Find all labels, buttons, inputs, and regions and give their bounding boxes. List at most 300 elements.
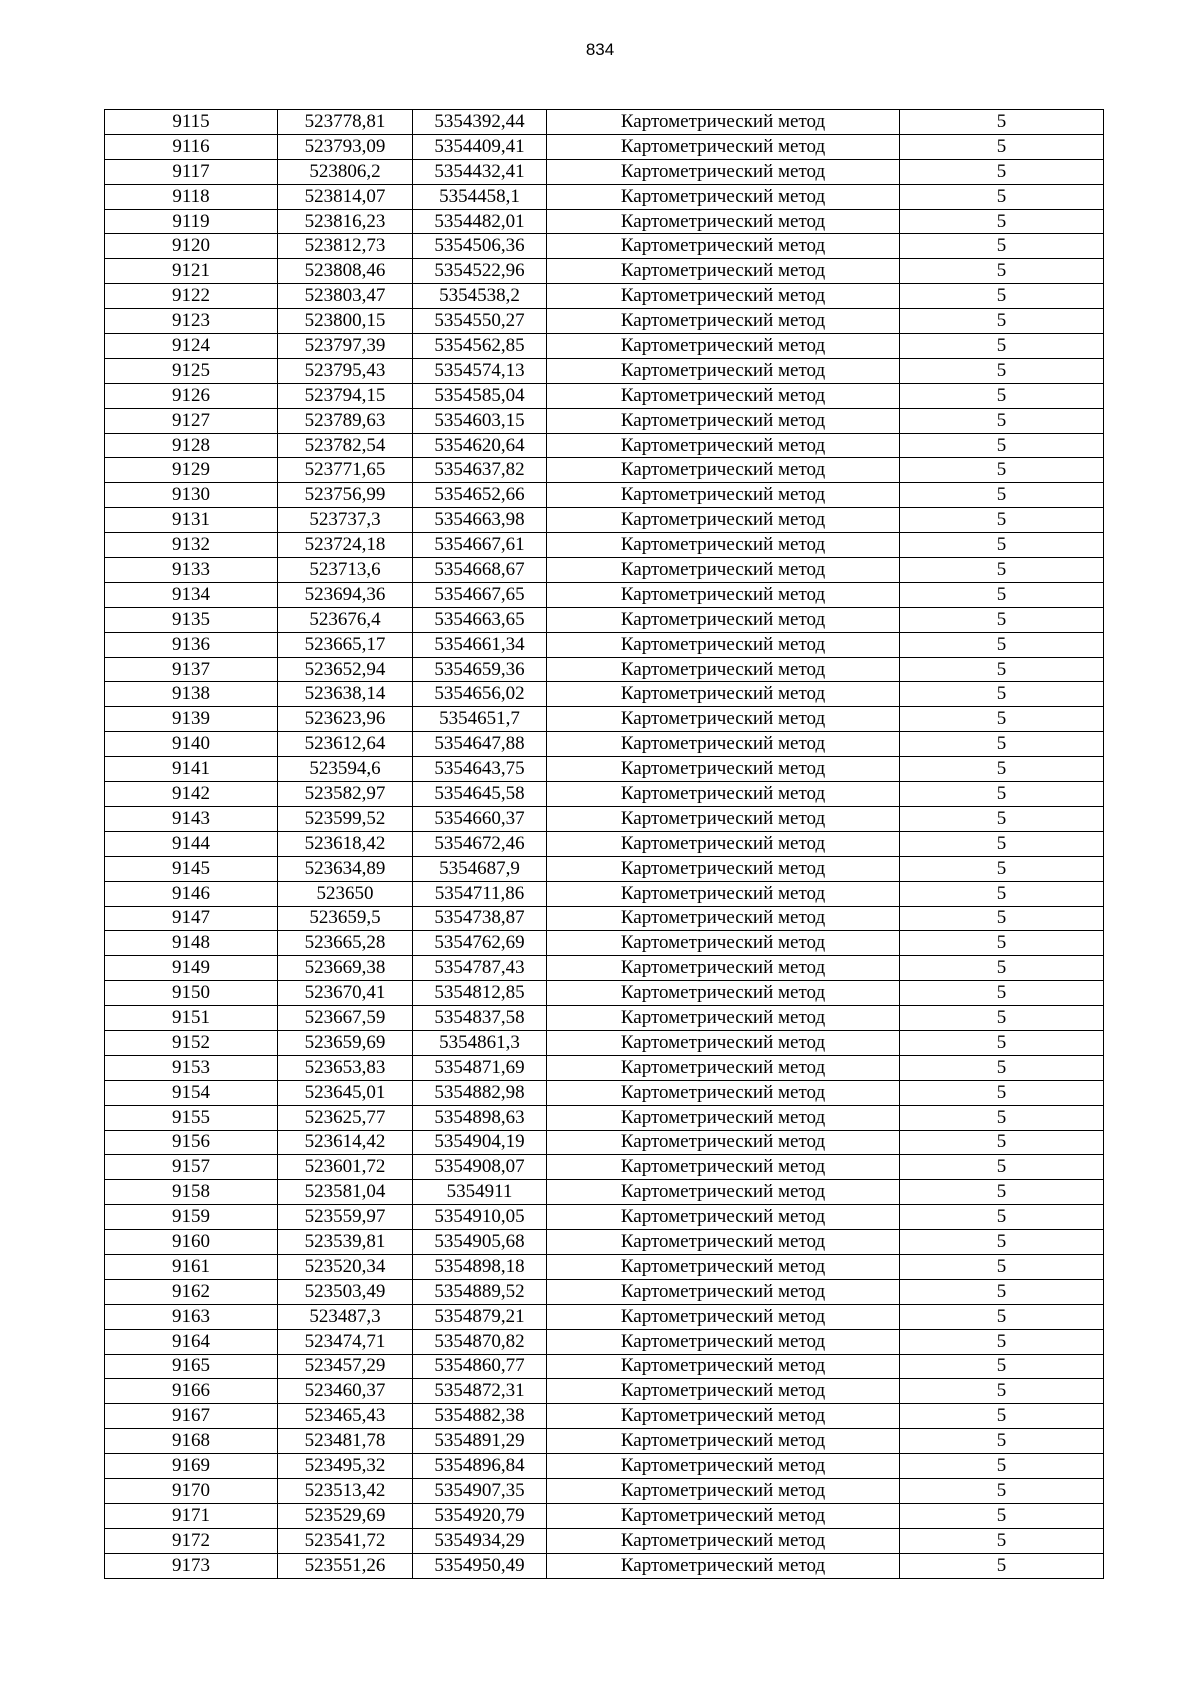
method-cell: Картометрический метод [547, 1553, 900, 1578]
x-coordinate-cell: 523594,6 [278, 757, 413, 782]
accuracy-cell: 5 [900, 582, 1104, 607]
method-cell: Картометрический метод [547, 682, 900, 707]
y-coordinate-cell: 5354950,49 [413, 1553, 547, 1578]
x-coordinate-cell: 523520,34 [278, 1254, 413, 1279]
x-coordinate-cell: 523599,52 [278, 806, 413, 831]
point-number-cell: 9169 [105, 1454, 278, 1479]
x-coordinate-cell: 523669,38 [278, 956, 413, 981]
method-cell: Картометрический метод [547, 1354, 900, 1379]
point-number-cell: 9170 [105, 1478, 278, 1503]
accuracy-cell: 5 [900, 508, 1104, 533]
y-coordinate-cell: 5354637,82 [413, 458, 547, 483]
point-number-cell: 9152 [105, 1030, 278, 1055]
point-number-cell: 9151 [105, 1006, 278, 1031]
y-coordinate-cell: 5354861,3 [413, 1030, 547, 1055]
table-row [105, 1354, 1104, 1379]
table-row [105, 234, 1104, 259]
y-coordinate-cell: 5354882,98 [413, 1080, 547, 1105]
y-coordinate-cell: 5354668,67 [413, 558, 547, 583]
point-number-cell: 9164 [105, 1329, 278, 1354]
table-row [105, 1006, 1104, 1031]
y-coordinate-cell: 5354871,69 [413, 1055, 547, 1080]
accuracy-cell: 5 [900, 1105, 1104, 1130]
point-number-cell: 9121 [105, 259, 278, 284]
table-row [105, 1030, 1104, 1055]
accuracy-cell: 5 [900, 558, 1104, 583]
x-coordinate-cell: 523789,63 [278, 408, 413, 433]
accuracy-cell: 5 [900, 707, 1104, 732]
table-row [105, 856, 1104, 881]
method-cell: Картометрический метод [547, 657, 900, 682]
point-number-cell: 9144 [105, 831, 278, 856]
method-cell: Картометрический метод [547, 707, 900, 732]
method-cell: Картометрический метод [547, 1528, 900, 1553]
method-cell: Картометрический метод [547, 931, 900, 956]
point-number-cell: 9130 [105, 483, 278, 508]
point-number-cell: 9165 [105, 1354, 278, 1379]
point-number-cell: 9146 [105, 881, 278, 906]
table-row [105, 433, 1104, 458]
accuracy-cell: 5 [900, 806, 1104, 831]
method-cell: Картометрический метод [547, 806, 900, 831]
x-coordinate-cell: 523793,09 [278, 134, 413, 159]
table-row [105, 1105, 1104, 1130]
table-row [105, 1279, 1104, 1304]
accuracy-cell: 5 [900, 1304, 1104, 1329]
table-row [105, 533, 1104, 558]
point-number-cell: 9168 [105, 1429, 278, 1454]
method-cell: Картометрический метод [547, 408, 900, 433]
point-number-cell: 9156 [105, 1130, 278, 1155]
x-coordinate-cell: 523803,47 [278, 284, 413, 309]
x-coordinate-cell: 523659,69 [278, 1030, 413, 1055]
method-cell: Картометрический метод [547, 607, 900, 632]
table-row [105, 956, 1104, 981]
accuracy-cell: 5 [900, 358, 1104, 383]
y-coordinate-cell: 5354661,34 [413, 632, 547, 657]
y-coordinate-cell: 5354652,66 [413, 483, 547, 508]
point-number-cell: 9149 [105, 956, 278, 981]
table-row [105, 1454, 1104, 1479]
accuracy-cell: 5 [900, 881, 1104, 906]
accuracy-cell: 5 [900, 1553, 1104, 1578]
method-cell: Картометрический метод [547, 632, 900, 657]
method-cell: Картометрический метод [547, 1478, 900, 1503]
point-number-cell: 9120 [105, 234, 278, 259]
point-number-cell: 9123 [105, 309, 278, 334]
x-coordinate-cell: 523529,69 [278, 1503, 413, 1528]
page-number: 834 [585, 40, 615, 59]
table-row [105, 607, 1104, 632]
accuracy-cell: 5 [900, 483, 1104, 508]
x-coordinate-cell: 523814,07 [278, 184, 413, 209]
point-number-cell: 9143 [105, 806, 278, 831]
method-cell: Картометрический метод [547, 1180, 900, 1205]
x-coordinate-cell: 523667,59 [278, 1006, 413, 1031]
y-coordinate-cell: 5354891,29 [413, 1429, 547, 1454]
method-cell: Картометрический метод [547, 1329, 900, 1354]
accuracy-cell: 5 [900, 906, 1104, 931]
accuracy-cell: 5 [900, 408, 1104, 433]
table-row [105, 1155, 1104, 1180]
accuracy-cell: 5 [900, 1354, 1104, 1379]
x-coordinate-cell: 523806,2 [278, 159, 413, 184]
point-number-cell: 9159 [105, 1205, 278, 1230]
method-cell: Картометрический метод [547, 757, 900, 782]
method-cell: Картометрический метод [547, 334, 900, 359]
method-cell: Картометрический метод [547, 309, 900, 334]
table-row [105, 1404, 1104, 1429]
method-cell: Картометрический метод [547, 1304, 900, 1329]
method-cell: Картометрический метод [547, 881, 900, 906]
y-coordinate-cell: 5354663,98 [413, 508, 547, 533]
table-row [105, 159, 1104, 184]
x-coordinate-cell: 523816,23 [278, 209, 413, 234]
method-cell: Картометрический метод [547, 483, 900, 508]
accuracy-cell: 5 [900, 1080, 1104, 1105]
table-row [105, 1080, 1104, 1105]
y-coordinate-cell: 5354711,86 [413, 881, 547, 906]
y-coordinate-cell: 5354651,7 [413, 707, 547, 732]
method-cell: Картометрический метод [547, 383, 900, 408]
point-number-cell: 9162 [105, 1279, 278, 1304]
table-row [105, 134, 1104, 159]
method-cell: Картометрический метод [547, 1130, 900, 1155]
accuracy-cell: 5 [900, 1230, 1104, 1255]
point-number-cell: 9154 [105, 1080, 278, 1105]
table-row [105, 259, 1104, 284]
table-row [105, 1553, 1104, 1578]
y-coordinate-cell: 5354392,44 [413, 110, 547, 135]
x-coordinate-cell: 523782,54 [278, 433, 413, 458]
method-cell: Картометрический метод [547, 1379, 900, 1404]
y-coordinate-cell: 5354409,41 [413, 134, 547, 159]
y-coordinate-cell: 5354538,2 [413, 284, 547, 309]
x-coordinate-cell: 523551,26 [278, 1553, 413, 1578]
method-cell: Картометрический метод [547, 1006, 900, 1031]
y-coordinate-cell: 5354920,79 [413, 1503, 547, 1528]
x-coordinate-cell: 523474,71 [278, 1329, 413, 1354]
method-cell: Картометрический метод [547, 358, 900, 383]
y-coordinate-cell: 5354905,68 [413, 1230, 547, 1255]
point-number-cell: 9137 [105, 657, 278, 682]
y-coordinate-cell: 5354432,41 [413, 159, 547, 184]
y-coordinate-cell: 5354762,69 [413, 931, 547, 956]
x-coordinate-cell: 523503,49 [278, 1279, 413, 1304]
accuracy-cell: 5 [900, 1030, 1104, 1055]
table-row [105, 383, 1104, 408]
table-row [105, 657, 1104, 682]
method-cell: Картометрический метод [547, 433, 900, 458]
method-cell: Картометрический метод [547, 234, 900, 259]
y-coordinate-cell: 5354870,82 [413, 1329, 547, 1354]
table-row [105, 582, 1104, 607]
method-cell: Картометрический метод [547, 981, 900, 1006]
point-number-cell: 9150 [105, 981, 278, 1006]
accuracy-cell: 5 [900, 682, 1104, 707]
point-number-cell: 9140 [105, 732, 278, 757]
method-cell: Картометрический метод [547, 1454, 900, 1479]
point-number-cell: 9124 [105, 334, 278, 359]
y-coordinate-cell: 5354643,75 [413, 757, 547, 782]
x-coordinate-cell: 523487,3 [278, 1304, 413, 1329]
accuracy-cell: 5 [900, 259, 1104, 284]
x-coordinate-cell: 523457,29 [278, 1354, 413, 1379]
method-cell: Картометрический метод [547, 1279, 900, 1304]
table-row [105, 1304, 1104, 1329]
y-coordinate-cell: 5354667,65 [413, 582, 547, 607]
method-cell: Картометрический метод [547, 284, 900, 309]
x-coordinate-cell: 523659,5 [278, 906, 413, 931]
table-row [105, 110, 1104, 135]
table-row [105, 831, 1104, 856]
point-number-cell: 9117 [105, 159, 278, 184]
accuracy-cell: 5 [900, 1503, 1104, 1528]
table-row [105, 906, 1104, 931]
method-cell: Картометрический метод [547, 1254, 900, 1279]
y-coordinate-cell: 5354506,36 [413, 234, 547, 259]
point-number-cell: 9158 [105, 1180, 278, 1205]
accuracy-cell: 5 [900, 1528, 1104, 1553]
table-row [105, 408, 1104, 433]
x-coordinate-cell: 523808,46 [278, 259, 413, 284]
point-number-cell: 9155 [105, 1105, 278, 1130]
table-row [105, 632, 1104, 657]
point-number-cell: 9167 [105, 1404, 278, 1429]
point-number-cell: 9135 [105, 607, 278, 632]
table-row [105, 309, 1104, 334]
x-coordinate-cell: 523756,99 [278, 483, 413, 508]
x-coordinate-cell: 523665,28 [278, 931, 413, 956]
table-row [105, 1130, 1104, 1155]
x-coordinate-cell: 523676,4 [278, 607, 413, 632]
method-cell: Картометрический метод [547, 1080, 900, 1105]
x-coordinate-cell: 523614,42 [278, 1130, 413, 1155]
method-cell: Картометрический метод [547, 1055, 900, 1080]
point-number-cell: 9127 [105, 408, 278, 433]
x-coordinate-cell: 523797,39 [278, 334, 413, 359]
x-coordinate-cell: 523778,81 [278, 110, 413, 135]
accuracy-cell: 5 [900, 234, 1104, 259]
x-coordinate-cell: 523645,01 [278, 1080, 413, 1105]
method-cell: Картометрический метод [547, 1105, 900, 1130]
table-row [105, 1429, 1104, 1454]
y-coordinate-cell: 5354562,85 [413, 334, 547, 359]
x-coordinate-cell: 523653,83 [278, 1055, 413, 1080]
method-cell: Картометрический метод [547, 533, 900, 558]
point-number-cell: 9148 [105, 931, 278, 956]
table-row [105, 757, 1104, 782]
point-number-cell: 9147 [105, 906, 278, 931]
accuracy-cell: 5 [900, 956, 1104, 981]
x-coordinate-cell: 523670,41 [278, 981, 413, 1006]
x-coordinate-cell: 523539,81 [278, 1230, 413, 1255]
y-coordinate-cell: 5354879,21 [413, 1304, 547, 1329]
accuracy-cell: 5 [900, 1329, 1104, 1354]
table-row [105, 1329, 1104, 1354]
x-coordinate-cell: 523465,43 [278, 1404, 413, 1429]
x-coordinate-cell: 523513,42 [278, 1478, 413, 1503]
x-coordinate-cell: 523713,6 [278, 558, 413, 583]
method-cell: Картометрический метод [547, 1030, 900, 1055]
accuracy-cell: 5 [900, 831, 1104, 856]
accuracy-cell: 5 [900, 782, 1104, 807]
y-coordinate-cell: 5354904,19 [413, 1130, 547, 1155]
point-number-cell: 9141 [105, 757, 278, 782]
table-row [105, 1503, 1104, 1528]
y-coordinate-cell: 5354872,31 [413, 1379, 547, 1404]
table-row [105, 1379, 1104, 1404]
accuracy-cell: 5 [900, 110, 1104, 135]
x-coordinate-cell: 523771,65 [278, 458, 413, 483]
y-coordinate-cell: 5354910,05 [413, 1205, 547, 1230]
point-number-cell: 9136 [105, 632, 278, 657]
accuracy-cell: 5 [900, 1404, 1104, 1429]
point-number-cell: 9173 [105, 1553, 278, 1578]
method-cell: Картометрический метод [547, 831, 900, 856]
accuracy-cell: 5 [900, 533, 1104, 558]
point-number-cell: 9116 [105, 134, 278, 159]
y-coordinate-cell: 5354882,38 [413, 1404, 547, 1429]
x-coordinate-cell: 523581,04 [278, 1180, 413, 1205]
accuracy-cell: 5 [900, 1155, 1104, 1180]
accuracy-cell: 5 [900, 1180, 1104, 1205]
accuracy-cell: 5 [900, 981, 1104, 1006]
point-number-cell: 9171 [105, 1503, 278, 1528]
method-cell: Картометрический метод [547, 458, 900, 483]
accuracy-cell: 5 [900, 209, 1104, 234]
point-number-cell: 9115 [105, 110, 278, 135]
coordinates-table-body [105, 110, 1104, 1579]
method-cell: Картометрический метод [547, 1230, 900, 1255]
table-row [105, 1205, 1104, 1230]
y-coordinate-cell: 5354908,07 [413, 1155, 547, 1180]
y-coordinate-cell: 5354585,04 [413, 383, 547, 408]
point-number-cell: 9153 [105, 1055, 278, 1080]
point-number-cell: 9118 [105, 184, 278, 209]
point-number-cell: 9160 [105, 1230, 278, 1255]
accuracy-cell: 5 [900, 1254, 1104, 1279]
table-row [105, 881, 1104, 906]
method-cell: Картометрический метод [547, 159, 900, 184]
point-number-cell: 9163 [105, 1304, 278, 1329]
x-coordinate-cell: 523618,42 [278, 831, 413, 856]
method-cell: Картометрический метод [547, 906, 900, 931]
y-coordinate-cell: 5354934,29 [413, 1528, 547, 1553]
y-coordinate-cell: 5354603,15 [413, 408, 547, 433]
table-row [105, 682, 1104, 707]
accuracy-cell: 5 [900, 1478, 1104, 1503]
point-number-cell: 9142 [105, 782, 278, 807]
x-coordinate-cell: 523625,77 [278, 1105, 413, 1130]
table-row [105, 1180, 1104, 1205]
point-number-cell: 9125 [105, 358, 278, 383]
method-cell: Картометрический метод [547, 582, 900, 607]
method-cell: Картометрический метод [547, 1155, 900, 1180]
point-number-cell: 9161 [105, 1254, 278, 1279]
table-row [105, 558, 1104, 583]
table-row [105, 806, 1104, 831]
x-coordinate-cell: 523737,3 [278, 508, 413, 533]
accuracy-cell: 5 [900, 1205, 1104, 1230]
point-number-cell: 9139 [105, 707, 278, 732]
accuracy-cell: 5 [900, 334, 1104, 359]
accuracy-cell: 5 [900, 657, 1104, 682]
y-coordinate-cell: 5354896,84 [413, 1454, 547, 1479]
method-cell: Картометрический метод [547, 508, 900, 533]
x-coordinate-cell: 523650 [278, 881, 413, 906]
point-number-cell: 9134 [105, 582, 278, 607]
y-coordinate-cell: 5354458,1 [413, 184, 547, 209]
y-coordinate-cell: 5354889,52 [413, 1279, 547, 1304]
x-coordinate-cell: 523812,73 [278, 234, 413, 259]
y-coordinate-cell: 5354672,46 [413, 831, 547, 856]
point-number-cell: 9145 [105, 856, 278, 881]
table-row [105, 1230, 1104, 1255]
accuracy-cell: 5 [900, 856, 1104, 881]
point-number-cell: 9138 [105, 682, 278, 707]
y-coordinate-cell: 5354812,85 [413, 981, 547, 1006]
method-cell: Картометрический метод [547, 732, 900, 757]
accuracy-cell: 5 [900, 632, 1104, 657]
accuracy-cell: 5 [900, 1379, 1104, 1404]
point-number-cell: 9172 [105, 1528, 278, 1553]
method-cell: Картометрический метод [547, 856, 900, 881]
point-number-cell: 9133 [105, 558, 278, 583]
y-coordinate-cell: 5354574,13 [413, 358, 547, 383]
accuracy-cell: 5 [900, 383, 1104, 408]
x-coordinate-cell: 523559,97 [278, 1205, 413, 1230]
method-cell: Картометрический метод [547, 209, 900, 234]
x-coordinate-cell: 523794,15 [278, 383, 413, 408]
accuracy-cell: 5 [900, 159, 1104, 184]
accuracy-cell: 5 [900, 1454, 1104, 1479]
table-row [105, 483, 1104, 508]
accuracy-cell: 5 [900, 184, 1104, 209]
x-coordinate-cell: 523795,43 [278, 358, 413, 383]
accuracy-cell: 5 [900, 458, 1104, 483]
y-coordinate-cell: 5354667,61 [413, 533, 547, 558]
x-coordinate-cell: 523694,36 [278, 582, 413, 607]
point-number-cell: 9166 [105, 1379, 278, 1404]
y-coordinate-cell: 5354860,77 [413, 1354, 547, 1379]
table-row [105, 284, 1104, 309]
y-coordinate-cell: 5354660,37 [413, 806, 547, 831]
table-row [105, 782, 1104, 807]
y-coordinate-cell: 5354659,36 [413, 657, 547, 682]
accuracy-cell: 5 [900, 1279, 1104, 1304]
accuracy-cell: 5 [900, 607, 1104, 632]
y-coordinate-cell: 5354907,35 [413, 1478, 547, 1503]
accuracy-cell: 5 [900, 284, 1104, 309]
method-cell: Картометрический метод [547, 956, 900, 981]
method-cell: Картометрический метод [547, 1503, 900, 1528]
method-cell: Картометрический метод [547, 134, 900, 159]
accuracy-cell: 5 [900, 309, 1104, 334]
x-coordinate-cell: 523652,94 [278, 657, 413, 682]
accuracy-cell: 5 [900, 757, 1104, 782]
table-row [105, 209, 1104, 234]
method-cell: Картометрический метод [547, 184, 900, 209]
accuracy-cell: 5 [900, 1130, 1104, 1155]
accuracy-cell: 5 [900, 433, 1104, 458]
table-row [105, 334, 1104, 359]
point-number-cell: 9119 [105, 209, 278, 234]
accuracy-cell: 5 [900, 1429, 1104, 1454]
table-row [105, 931, 1104, 956]
y-coordinate-cell: 5354787,43 [413, 956, 547, 981]
table-row [105, 184, 1104, 209]
